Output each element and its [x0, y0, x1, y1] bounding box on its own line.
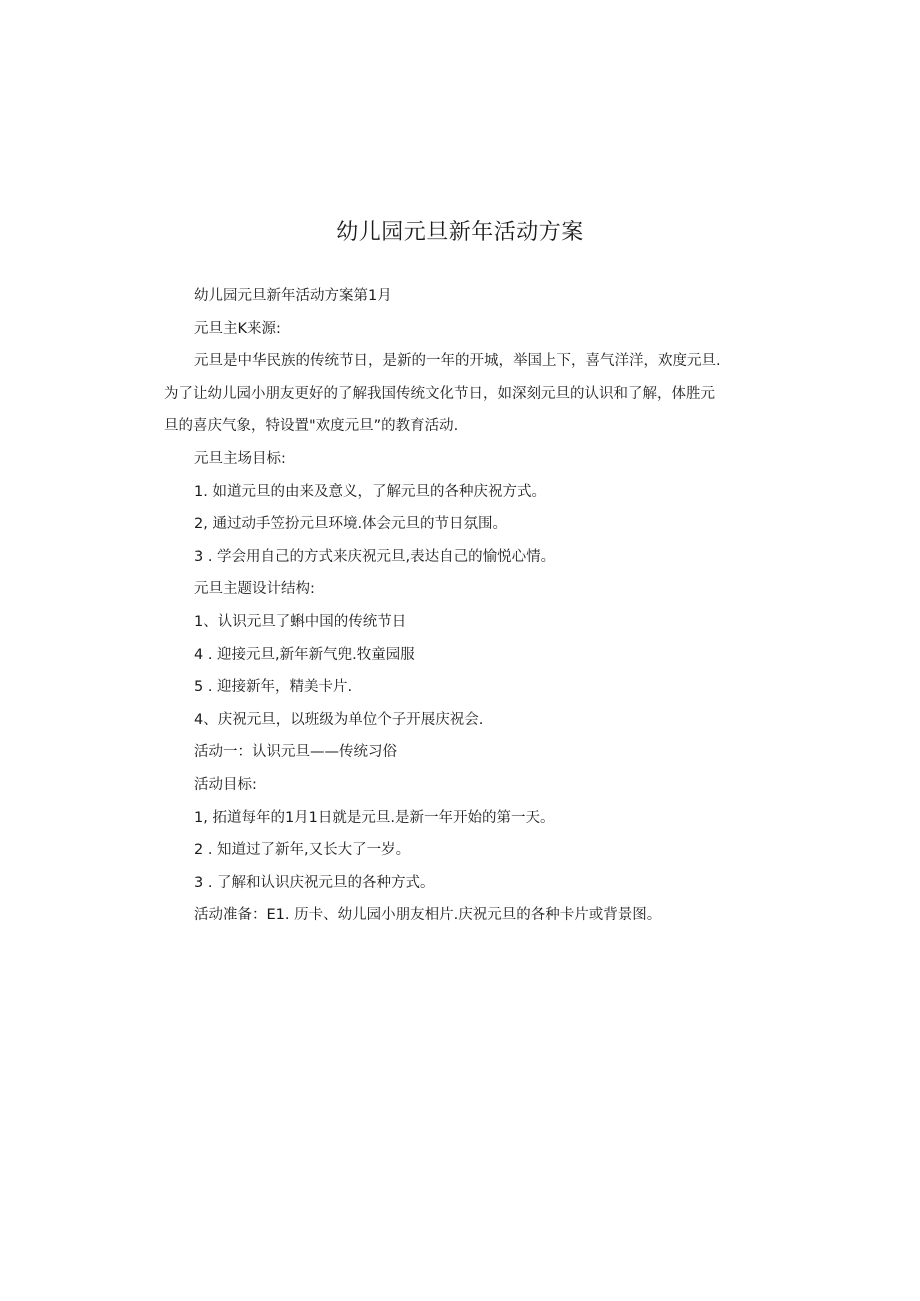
paragraph-line: 旦的喜庆气象，特设置"欢度元旦”的教育活动.	[164, 418, 459, 435]
paragraph-line: 活动目标:	[194, 776, 257, 793]
paragraph-line: 活动一：认识元旦——传统习俗	[194, 744, 397, 761]
paragraph-line: 4、庆祝元旦，以班级为单位个子开展庆祝会.	[194, 711, 484, 728]
paragraph-line: 2, 通过动手笠扮元旦环境.体会元旦的节日氛围。	[194, 516, 508, 533]
document-title: 幼儿园元旦新年活动方案	[336, 220, 584, 245]
paragraph-line: 1, 拓道每年的1月1日就是元旦.是新一年开始的第一天。	[194, 809, 555, 826]
paragraph-line: 4 . 迎接元旦,新年新气兜.牧童园服	[194, 646, 415, 663]
paragraph-line: 1、认识元旦了蝌中国的传统节日	[194, 613, 407, 630]
paragraph-line: 2 . 知道过了新年,又长大了一岁。	[194, 842, 411, 859]
paragraph-line: 活动准备：E1. 历卡、幼儿园小朋友相片.庆祝元旦的各种卡片或背景图。	[194, 907, 662, 924]
paragraph-line: 5 . 迎接新年，精美卡片.	[194, 679, 353, 696]
paragraph-line: 幼儿园元旦新年活动方案第1月	[194, 288, 392, 304]
paragraph-line: 3 . 了解和认识庆祝元旦的各种方式。	[194, 874, 435, 891]
paragraph-line: 为了让幼儿园小朋友更好的了解我国传统文化节日，如深刻元旦的认识和了解，体胜元	[164, 385, 715, 402]
paragraph-line: 元旦是中华民族的传统节日，是新的一年的开城，举国上下，喜气洋洋，欢度元旦.	[194, 353, 721, 370]
paragraph-line: 1. 如道元旦的由来及意义，了解元旦的各种庆祝方式。	[194, 483, 546, 500]
paragraph-line: 元旦主场目标:	[194, 450, 286, 467]
paragraph-line: 元旦主题设计结构:	[194, 581, 315, 598]
document-body	[164, 284, 774, 936]
paragraph-line: 元旦主K来源:	[194, 320, 281, 337]
paragraph-line: 3 . 学会用自己的方式来庆祝元旦,表达自己的愉悦心情。	[194, 548, 556, 565]
